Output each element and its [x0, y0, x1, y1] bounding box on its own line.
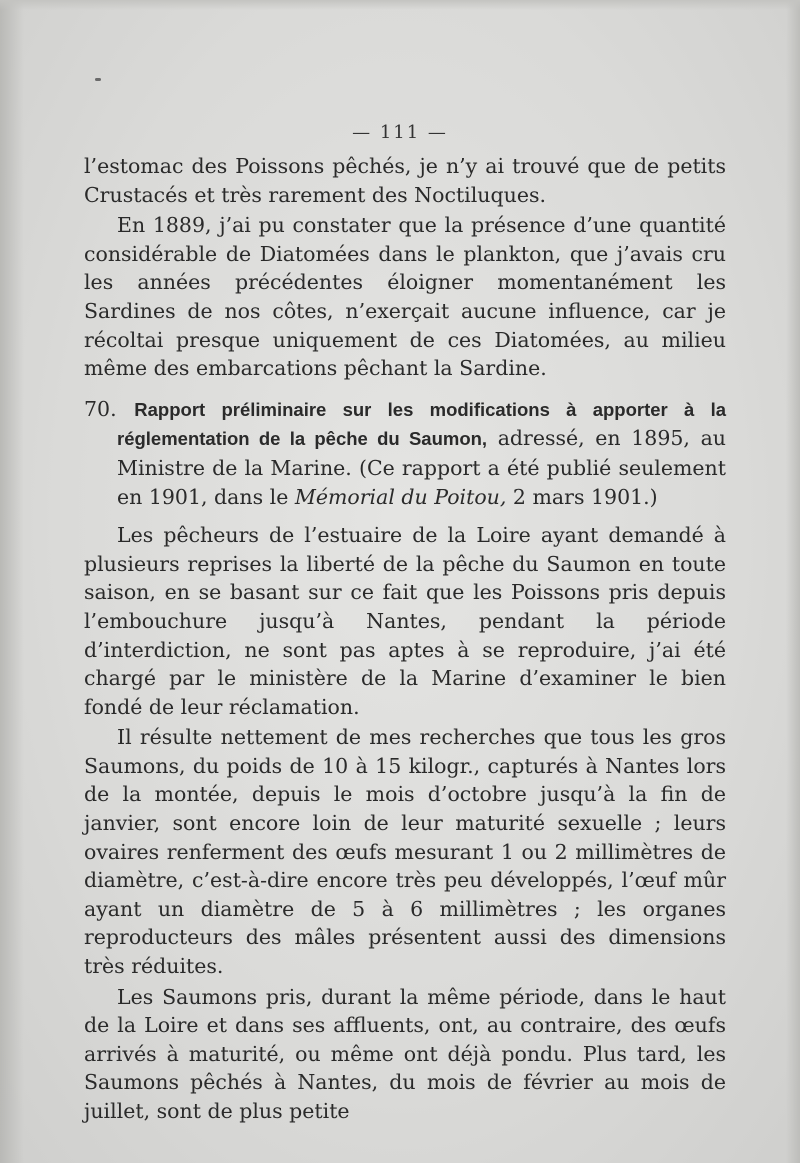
page-shadow-top	[0, 0, 800, 10]
entry-publication: Mémorial du Poitou,	[294, 484, 507, 509]
page-shadow-left	[0, 0, 24, 1163]
paragraph-2: En 1889, j’ai pu constater que la présence d’une quantité considérable de Diatomées dans le plankton, que j’avais cru les années précédentes éloigner momentanément les Sardines de nos côtes, n’exerçait aucune influence, car je récoltai presque uniquement de ces Diatomées, au milieu même des embarcations pêchant la Sardine.	[84, 213, 726, 381]
page-shadow-right	[786, 0, 800, 1163]
page-number: — 111 —	[352, 122, 448, 143]
paragraph-4: Il résulte nettement de mes recherches que tous les gros Saumons, du poids de 10 à 15 kilogr., capturés à Nantes lors de la montée, depuis le mois d’octobre jusqu’à la fin de janvier, sont encore loin de leur maturité sexuelle ; leurs ovaires renferment des œufs mesurant 1 ou 2 millimètres de diamètre, c’est-à-dire encore très peu développés, l’œuf mûr ayant un diamètre de 5 à 6 millimètres ; les organes reproducteurs des mâles présentent aussi des dimensions très réduites.	[84, 725, 726, 979]
paragraph-1: l’estomac des Poissons pêchés, je n’y ai trouvé que de petits Crustacés et très rarement des Noctiluques.	[84, 154, 726, 207]
entry-date: 2 mars 1901.)	[506, 484, 658, 509]
paragraph-5: Les Saumons pris, durant la même période, dans le haut de la Loire et dans ses affluents, ont, au contraire, des œufs arrivés à maturité, ou même ont déjà pondu. Plus tard, les Saumons pêchés à Nantes, du mois de février au mois de juillet, sont de plus petite	[84, 984, 726, 1123]
ink-speck	[95, 78, 101, 81]
paragraph-3: Les pêcheurs de l’estuaire de la Loire ayant demandé à plusieurs reprises la liberté de la pêche du Saumon en toute saison, en se basant sur ce fait que les Poissons pris depuis l’embouchure jusqu’à Nantes, pendant la période d’interdiction, ne sont pas aptes à se reproduire, j’ai été chargé par le ministère de la Marine d’examiner le bien fondé de leur réclamation.	[84, 523, 726, 719]
bibliography-entry-70	[84, 395, 726, 511]
entry-details: adressé, en 1895, au Ministre de la Marine. (Ce rapport a été publié seulement en 1901, dans le	[117, 426, 726, 509]
entry-number: 70.	[84, 396, 117, 421]
body-text	[84, 152, 726, 1126]
entry-title: Rapport préliminaire sur les modifications à apporter à la réglementation de la pêche du Saumon,	[117, 398, 726, 450]
